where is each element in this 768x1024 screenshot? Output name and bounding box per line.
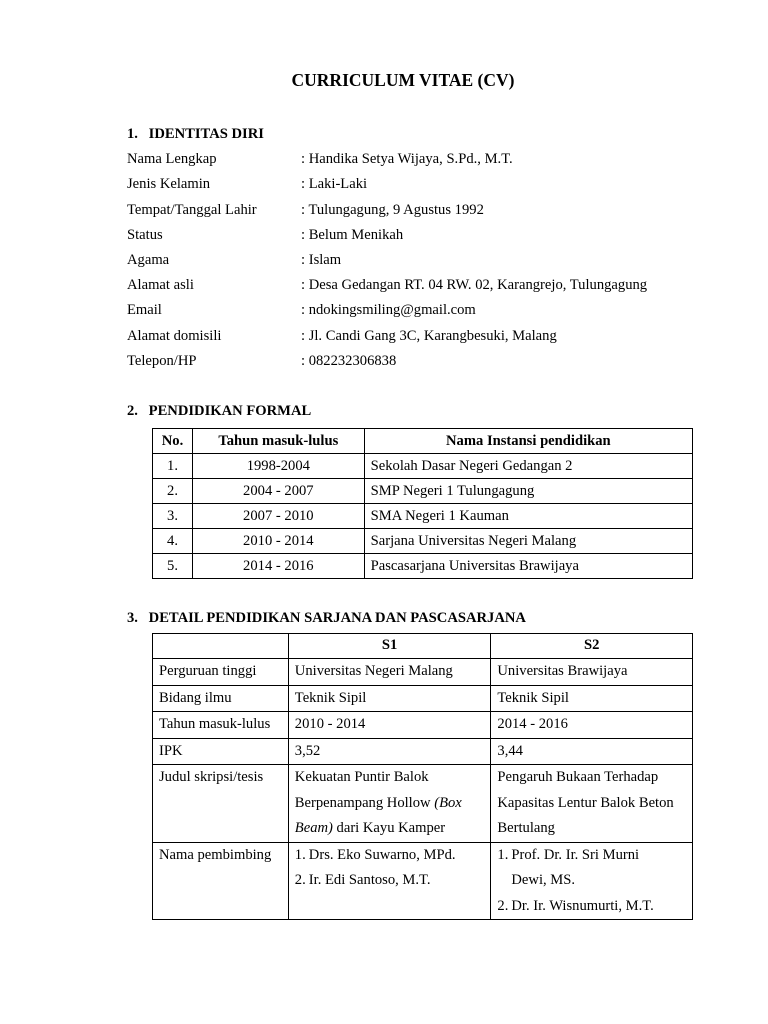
supervisor-list (497, 843, 686, 920)
list-number: 2. (497, 897, 509, 914)
thesis-text: Berpenampang Hollow (294, 794, 435, 811)
table-row (153, 454, 693, 479)
table-cell: 2010 - 2014 (192, 529, 364, 554)
identity-label: Agama (127, 252, 170, 268)
table-cell: Sekolah Dasar Negeri Gedangan 2 (364, 454, 692, 479)
identity-value: : Tulungagung, 9 Agustus 1992 (301, 202, 484, 218)
table-header-row (153, 429, 693, 454)
section-identity-heading (127, 126, 264, 143)
table-cell: Nama pembimbing (153, 842, 289, 920)
identity-row (127, 202, 727, 222)
header-cell: Tahun masuk-lulus (192, 429, 364, 454)
header-cell (153, 634, 289, 659)
thesis-line (295, 816, 485, 842)
identity-label: Nama Lengkap (127, 151, 217, 167)
list-item (295, 868, 485, 894)
table-header-row (153, 634, 693, 659)
table-cell: Tahun masuk-lulus (153, 712, 289, 739)
section-title: PENDIDIKAN FORMAL (148, 403, 312, 419)
section-title: DETAIL PENDIDIKAN SARJANA DAN PASCASARJANA (148, 610, 526, 626)
identity-label: Alamat asli (127, 277, 194, 293)
header-cell: S2 (491, 634, 693, 659)
section-number: 1. (127, 126, 138, 142)
header-cell: S1 (288, 634, 491, 659)
identity-value: : Jl. Candi Gang 3C, Karangbesuki, Malang (301, 328, 557, 344)
identity-value: : ndokingsmiling@gmail.com (301, 302, 476, 318)
table-cell: 2. (153, 479, 193, 504)
identity-value: : Islam (301, 252, 342, 268)
supervisor-name: Drs. Eko Suwarno, MPd. (308, 846, 456, 863)
identity-value: : 082232306838 (301, 353, 397, 369)
table-row (153, 479, 693, 504)
table-cell: Universitas Brawijaya (491, 659, 693, 686)
section-title: IDENTITAS DIRI (148, 126, 264, 142)
list-number: 1. (294, 846, 306, 863)
identity-row (127, 328, 727, 348)
identity-label: Tempat/Tanggal Lahir (127, 202, 257, 218)
table-cell: 2014 - 2016 (491, 712, 693, 739)
list-number: 2. (294, 872, 306, 888)
table-cell: 5. (153, 554, 193, 579)
table-cell: 2010 - 2014 (288, 712, 491, 739)
table-cell: Universitas Negeri Malang (288, 659, 491, 686)
list-item (497, 843, 686, 894)
table-cell: IPK (153, 738, 289, 765)
list-item (497, 894, 686, 920)
table-row (153, 659, 693, 686)
identity-row (127, 252, 727, 272)
table-row-supervisors (153, 842, 693, 920)
identity-row (127, 151, 727, 171)
table-cell: 1998-2004 (192, 454, 364, 479)
table-cell: Teknik Sipil (288, 685, 491, 712)
supervisor-name-continued: Dewi, MS. (511, 872, 576, 888)
identity-value: : Desa Gedangan RT. 04 RW. 02, Karangrejo, Tulungagung (301, 277, 648, 293)
table-cell: Bidang ilmu (153, 685, 289, 712)
education-detail-table (152, 633, 693, 920)
identity-label: Email (127, 302, 162, 318)
table-cell: 1. (153, 454, 193, 479)
table-cell: SMA Negeri 1 Kauman (364, 504, 692, 529)
table-cell: 3,52 (288, 738, 491, 765)
header-cell: No. (153, 429, 193, 454)
table-row (153, 738, 693, 765)
supervisor-name: Dr. Ir. Wisnumurti, M.T. (511, 897, 654, 914)
document-title: CURRICULUM VITAE (CV) (291, 70, 515, 90)
thesis-line: Pengaruh Bukaan Terhadap (497, 769, 659, 785)
thesis-italic-text: (Box (434, 794, 462, 811)
section-number: 3. (127, 610, 138, 626)
identity-label: Telepon/HP (127, 353, 197, 369)
thesis-line: Kapasitas Lentur Balok Beton (497, 794, 674, 811)
identity-row (127, 176, 727, 196)
supervisors-s2-cell (491, 842, 693, 920)
table-row (153, 685, 693, 712)
table-cell: 3. (153, 504, 193, 529)
header-cell: Nama Instansi pendidikan (364, 429, 692, 454)
table-cell: Perguruan tinggi (153, 659, 289, 686)
identity-label: Status (127, 227, 163, 243)
identity-row (127, 227, 727, 247)
section-detail-heading (127, 610, 526, 627)
identity-row (127, 353, 727, 373)
thesis-line: Bertulang (497, 820, 555, 836)
table-cell: 2004 - 2007 (192, 479, 364, 504)
supervisor-name: Prof. Dr. Ir. Sri Murni (511, 846, 640, 863)
identity-row (127, 277, 727, 297)
table-cell: Pascasarjana Universitas Brawijaya (364, 554, 692, 579)
supervisors-s1-cell (288, 842, 491, 920)
thesis-s2-cell (491, 765, 693, 843)
thesis-line: Kekuatan Puntir Balok (294, 769, 429, 785)
table-row (153, 529, 693, 554)
table-cell: Judul skripsi/tesis (153, 765, 289, 843)
table-cell: 4. (153, 529, 193, 554)
identity-value: : Laki-Laki (301, 176, 368, 192)
table-row (153, 554, 693, 579)
table-cell: Sarjana Universitas Negeri Malang (364, 529, 692, 554)
list-item (295, 843, 485, 869)
supervisor-name: Ir. Edi Santoso, M.T. (308, 872, 431, 888)
table-cell: SMP Negeri 1 Tulungagung (364, 479, 692, 504)
table-row-thesis (153, 765, 693, 843)
table-cell: 3,44 (491, 738, 693, 765)
section-education-heading (127, 403, 311, 420)
thesis-s1-cell (288, 765, 491, 843)
identity-label: Alamat domisili (127, 328, 222, 344)
thesis-text: dari Kayu Kamper (332, 820, 446, 836)
table-cell: Teknik Sipil (491, 685, 693, 712)
thesis-italic-text: Beam) (294, 820, 333, 836)
thesis-line (295, 791, 485, 817)
identity-value: : Handika Setya Wijaya, S.Pd., M.T. (301, 151, 513, 167)
identity-label: Jenis Kelamin (127, 176, 211, 192)
table-cell: 2007 - 2010 (192, 504, 364, 529)
table-row (153, 712, 693, 739)
education-table (152, 428, 693, 579)
identity-row (127, 302, 727, 322)
list-number: 1. (497, 846, 509, 863)
table-row (153, 504, 693, 529)
supervisor-list (295, 843, 485, 894)
table-cell: 2014 - 2016 (192, 554, 364, 579)
identity-value: : Belum Menikah (301, 227, 404, 243)
section-number: 2. (127, 403, 138, 419)
